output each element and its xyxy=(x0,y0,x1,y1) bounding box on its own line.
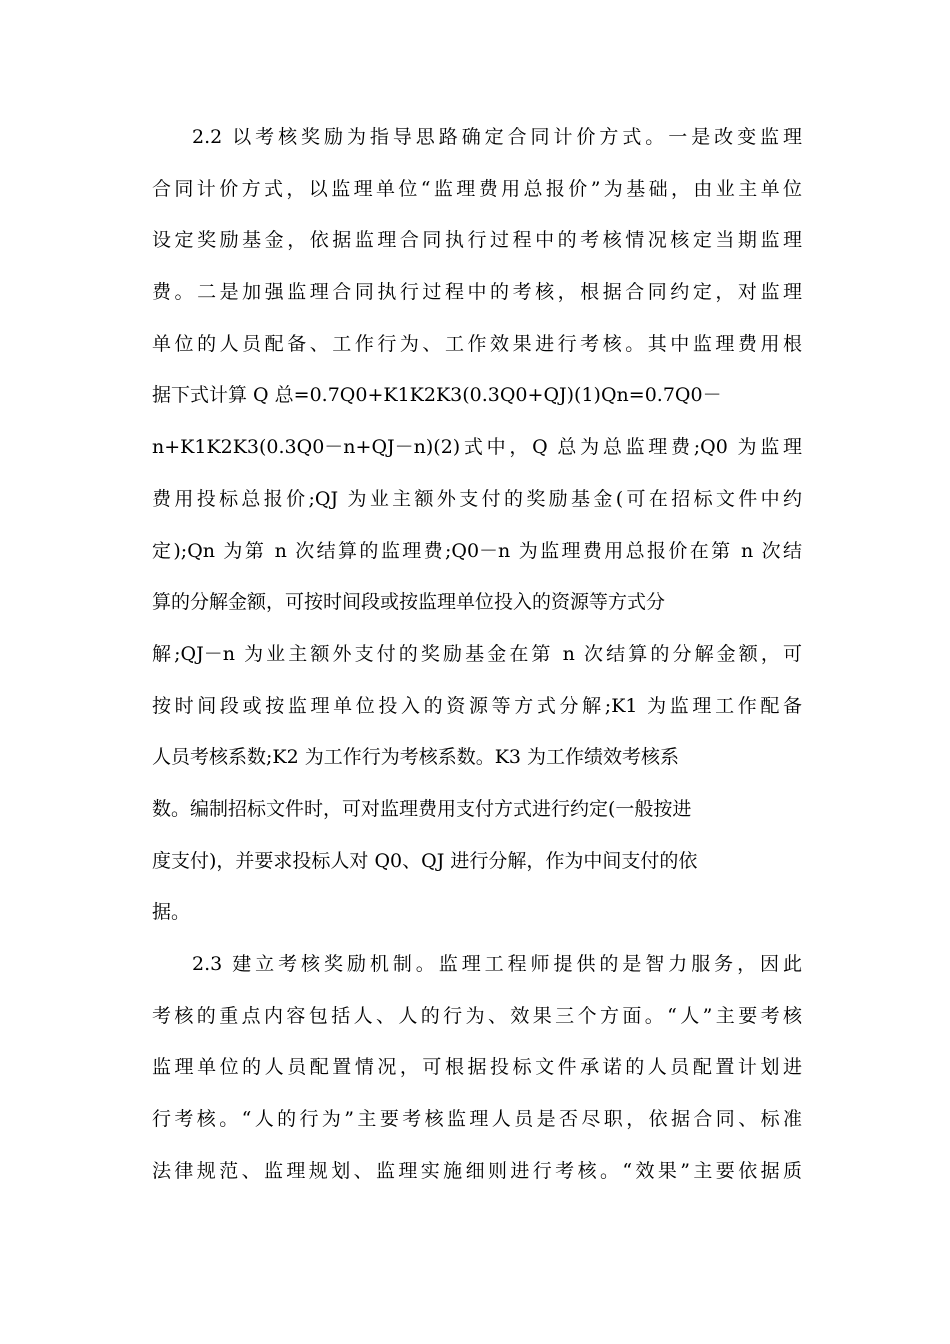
paragraph-line: 费。二是加强监理合同执行过程中的考核，根据合同约定，对监理 xyxy=(152,281,802,304)
paragraph-line: 算的分解金额，可按时间段或按监理单位投入的资源等方式分 xyxy=(152,591,666,614)
paragraph-line: 考核的重点内容包括人、人的行为、效果三个方面。“人”主要考核 xyxy=(152,1004,802,1027)
paragraph-section-2-3 xyxy=(152,939,802,1197)
paragraph-line: 单位的人员配备、工作行为、工作效果进行考核。其中监理费用根 xyxy=(152,332,802,355)
paragraph-line: n+K1K2K3(0.3Q0－n+QJ－n)(2)式中，Q 总为总监理费;Q0 为监理 xyxy=(152,436,802,459)
paragraph-section-2-2 xyxy=(152,112,802,939)
paragraph-line: 按时间段或按监理单位投入的资源等方式分解;K1 为监理工作配备 xyxy=(152,694,802,717)
paragraph-line: 度支付)，并要求投标人对 Q0、QJ 进行分解，作为中间支付的依 xyxy=(152,849,698,872)
paragraph-line: 2.2 以考核奖励为指导思路确定合同计价方式。一是改变监理 xyxy=(192,126,802,148)
paragraph-line: 合同计价方式，以监理单位“监理费用总报价”为基础，由业主单位 xyxy=(152,177,802,200)
paragraph-line: 2.3 建立考核奖励机制。监理工程师提供的是智力服务，因此 xyxy=(192,953,802,975)
paragraph-line: 定);Qn 为第 n 次结算的监理费;Q0－n 为监理费用总报价在第 n 次结 xyxy=(152,539,802,562)
paragraph-line: 行考核。“人的行为”主要考核监理人员是否尽职，依据合同、标准 xyxy=(152,1108,802,1131)
paragraph-line: 据下式计算 Q 总=0.7Q0+K1K2K3(0.3Q0+QJ)(1)Qn=0.7Q0－ xyxy=(152,384,722,407)
paragraph-line: 费用投标总报价;QJ 为业主额外支付的奖励基金(可在招标文件中约 xyxy=(152,487,802,510)
paragraph-line: 解;QJ－n 为业主额外支付的奖励基金在第 n 次结算的分解金额，可 xyxy=(152,642,802,665)
paragraph-line: 数。编制招标文件时，可对监理费用支付方式进行约定(一般按进 xyxy=(152,797,692,820)
paragraph-line: 法律规范、监理规划、监理实施细则进行考核。“效果”主要依据质 xyxy=(152,1159,802,1182)
paragraph-line: 人员考核系数;K2 为工作行为考核系数。K3 为工作绩效考核系 xyxy=(152,746,680,769)
paragraph-line: 据。 xyxy=(152,901,191,924)
document-body xyxy=(152,112,802,1197)
paragraph-line: 监理单位的人员配置情况，可根据投标文件承诺的人员配置计划进 xyxy=(152,1056,802,1079)
paragraph-line: 设定奖励基金，依据监理合同执行过程中的考核情况核定当期监理 xyxy=(152,229,802,252)
